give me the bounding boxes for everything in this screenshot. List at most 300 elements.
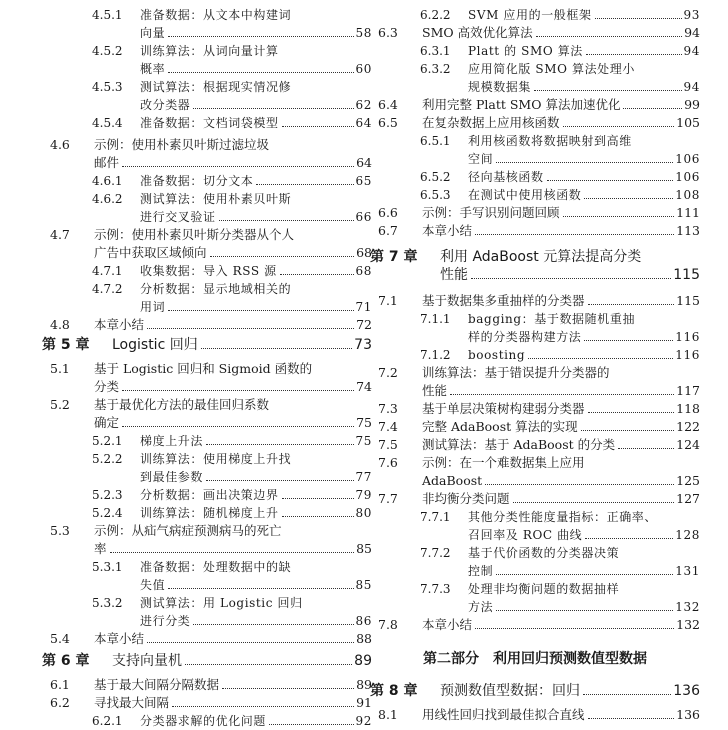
toc-number: 6.5.3 [420, 188, 451, 202]
toc-title-line: 其他分类性能度量指标：正确率、 [468, 510, 658, 524]
toc-number: 6.7 [378, 223, 398, 238]
toc-title [140, 504, 372, 522]
toc-page-number: 105 [676, 115, 700, 130]
toc-number: 第 5 章 [42, 337, 90, 353]
toc-title [94, 316, 372, 334]
toc-title [422, 490, 700, 508]
toc-title [140, 172, 372, 190]
toc-title-line: 处理非均衡问题的数据抽样 [468, 582, 620, 596]
toc-leader-dots [282, 515, 354, 517]
toc-title [440, 248, 700, 284]
toc-leader-dots [122, 165, 354, 167]
toc-title-line: 邮件 [94, 155, 120, 170]
toc-title [94, 360, 372, 396]
toc-number: 4.6 [50, 137, 70, 152]
toc-number: 7.4 [378, 419, 398, 434]
toc-number: 5.2.2 [92, 452, 123, 466]
toc-title [140, 262, 372, 280]
toc-section[interactable] [42, 396, 372, 432]
toc-number: 6.3.2 [420, 62, 451, 76]
toc-section[interactable] [42, 136, 372, 172]
toc-section[interactable] [370, 222, 700, 240]
toc-title-line: 准备数据：切分文本 [140, 174, 254, 188]
toc-leader-dots [110, 551, 355, 553]
toc-number: 5.1 [50, 361, 70, 376]
toc-leader-dots [168, 587, 353, 589]
toc-page-number: 75 [355, 434, 372, 448]
toc-page-number: 85 [356, 541, 372, 556]
toc-title-line: 确定 [94, 415, 120, 430]
toc-page-number: 94 [683, 80, 700, 94]
toc-title-line: 基于最优化方法的最佳回归系数 [94, 397, 270, 412]
toc-title-line: 基于数据集多重抽样的分类器 [422, 293, 585, 308]
toc-number: 6.2.1 [92, 714, 123, 728]
toc-leader-dots [222, 687, 354, 689]
toc-title-line: 测试算法：使用朴素贝叶斯 [140, 192, 292, 206]
toc-number: 5.4 [50, 631, 70, 646]
toc-title-line: 规模数据集 [468, 80, 532, 94]
toc-subsection[interactable] [42, 262, 372, 280]
toc-page-number: 113 [676, 223, 700, 238]
toc-leader-dots [172, 705, 354, 707]
toc-leader-dots [168, 71, 353, 73]
toc-page-number: 65 [355, 174, 372, 188]
toc-leader-dots [618, 447, 674, 449]
toc-title-line: 率 [94, 541, 107, 556]
toc-page-number: 62 [355, 98, 372, 112]
toc-leader-dots [193, 623, 353, 625]
toc-section[interactable] [370, 706, 700, 724]
toc-title-line: 利用完整 Platt SMO 算法加速优化 [422, 97, 621, 112]
toc-section[interactable] [370, 454, 700, 490]
toc-subsection[interactable] [42, 172, 372, 190]
toc-page-number: 77 [355, 470, 372, 484]
toc-title-line: 方法 [468, 600, 494, 614]
toc-title [140, 6, 372, 42]
toc-subsection[interactable] [42, 42, 372, 78]
toc-leader-dots [122, 425, 354, 427]
toc-number: 6.5 [378, 115, 398, 130]
toc-leader-dots [147, 641, 354, 643]
toc-subsection[interactable] [370, 6, 700, 24]
toc-page-number: 116 [675, 348, 700, 362]
toc-number: 6.5.1 [420, 134, 451, 148]
toc-leader-dots [547, 179, 674, 181]
toc-title [422, 96, 700, 114]
toc-number: 6.2 [50, 695, 70, 710]
toc-number: 4.7 [50, 227, 70, 242]
toc-leader-dots [147, 327, 354, 329]
toc-leader-dots [496, 161, 673, 163]
toc-title-line: 空间 [468, 152, 494, 166]
toc-title [140, 558, 372, 594]
toc-leader-dots [256, 183, 353, 185]
toc-section[interactable] [370, 400, 700, 418]
toc-title-line: 训练算法：使用梯度上升找 [140, 452, 292, 466]
toc-subsection[interactable] [370, 42, 700, 60]
toc-leader-dots [282, 497, 354, 499]
toc-title-line: 训练算法：基于错误提升分类器的 [422, 365, 610, 380]
toc-page-number: 74 [356, 379, 372, 394]
toc-title [140, 78, 372, 114]
toc-title-line: 本章小结 [422, 617, 473, 632]
toc-page-number: 85 [355, 578, 372, 592]
toc-section[interactable] [42, 676, 372, 694]
toc-number: 5.3.1 [92, 560, 123, 574]
toc-title [94, 522, 372, 558]
toc-number: 7.5 [378, 437, 398, 452]
toc-title-line: 示例：从疝气病症预测病马的死亡 [94, 523, 282, 538]
toc-page-number: 64 [355, 116, 372, 130]
toc-page-number: 124 [676, 437, 700, 452]
toc-title [468, 346, 700, 364]
toc-title-line: 径向基核函数 [468, 170, 544, 184]
toc-title [94, 396, 372, 432]
toc-number: 7.7.2 [420, 546, 451, 560]
toc-subsection[interactable] [42, 504, 372, 522]
toc-title-line: 失值 [140, 578, 166, 592]
toc-title-line: 第二部分 利用回归预测数值型数据 [423, 651, 647, 667]
toc-section[interactable] [42, 694, 372, 712]
toc-leader-dots [584, 339, 673, 341]
toc-section[interactable] [370, 292, 700, 310]
toc-title [422, 222, 700, 240]
toc-title-line: 在复杂数据上应用核函数 [422, 115, 560, 130]
toc-title-line: 训练算法：随机梯度上升 [140, 506, 279, 520]
toc-title [422, 24, 700, 42]
toc-number: 7.8 [378, 617, 398, 632]
toc-title-line: 概率 [140, 62, 166, 76]
toc-title-line: 用词 [140, 300, 166, 314]
toc-title-line: bagging：基于数据随机重抽 [468, 312, 636, 326]
toc-section[interactable] [370, 204, 700, 222]
toc-subsection[interactable] [370, 508, 700, 544]
toc-leader-dots [513, 501, 675, 503]
toc-page-number: 131 [675, 564, 700, 578]
toc-title-line: 到最佳参数 [140, 470, 204, 484]
toc-title-line: 示例：在一个难数据集上应用 [422, 455, 585, 470]
toc-title-line: 示例：使用朴素贝叶斯过滤垃圾 [94, 137, 270, 152]
toc-chapter[interactable] [370, 248, 700, 284]
toc-title-line: 在测试中使用核函数 [468, 188, 582, 202]
toc-title-line: 改分类器 [140, 98, 191, 112]
toc-subsection[interactable] [42, 450, 372, 486]
toc-title [140, 486, 372, 504]
toc-title-line: 梯度上升法 [140, 434, 204, 448]
toc-number: 4.7.1 [92, 264, 123, 278]
toc-page-number: 91 [356, 695, 372, 710]
toc-title [112, 652, 372, 670]
toc-title-line: 分析数据：画出决策边界 [140, 488, 279, 502]
toc-subsection[interactable] [370, 60, 700, 96]
toc-page-number: 58 [355, 26, 372, 40]
toc-subsection[interactable] [42, 486, 372, 504]
toc-leader-dots [168, 309, 353, 311]
toc-title-line: 召回率及 ROC 曲线 [468, 528, 583, 542]
toc-title [140, 190, 372, 226]
toc-page-number: 60 [355, 62, 372, 76]
toc-leader-dots [201, 347, 352, 349]
toc-leader-dots [206, 479, 354, 481]
toc-page-number: 116 [675, 330, 700, 344]
toc-title [94, 676, 372, 694]
toc-title-line: 性能 [440, 267, 468, 283]
toc-subsection[interactable] [42, 190, 372, 226]
toc-title [422, 706, 700, 724]
toc-title-line: 测试算法：基于 AdaBoost 的分类 [422, 437, 616, 452]
toc-leader-dots [563, 125, 675, 127]
toc-subsection[interactable] [42, 558, 372, 594]
toc-title-line: 训练算法：从词向量计算 [140, 44, 279, 58]
toc-subsection[interactable] [42, 114, 372, 132]
toc-title-line: 寻找最大间隔 [94, 695, 170, 710]
toc-title [140, 712, 372, 730]
toc-subsection[interactable] [42, 280, 372, 316]
toc-section[interactable] [42, 522, 372, 558]
toc-title-line: 基于单层决策树构建弱分类器 [422, 401, 585, 416]
toc-title-line: 示例：使用朴素贝叶斯分类器从个人 [94, 227, 295, 242]
toc-leader-dots [485, 483, 674, 485]
toc-number: 4.8 [50, 317, 70, 332]
toc-page-number: 118 [676, 401, 700, 416]
toc-title-line: SMO 高效优化算法 [422, 25, 533, 40]
toc-section[interactable] [370, 490, 700, 508]
toc-number: 8.1 [378, 707, 398, 722]
toc-subsection[interactable] [42, 78, 372, 114]
toc-leader-dots [623, 107, 682, 109]
toc-title [140, 594, 372, 630]
toc-title-line: 预测数值型数据：回归 [440, 683, 580, 699]
toc-title-line: Platt 的 SMO 算法 [468, 44, 583, 58]
toc-number: 6.1 [50, 677, 70, 692]
toc-title-line: 完整 AdaBoost 算法的实现 [422, 419, 578, 434]
toc-section[interactable] [370, 616, 700, 634]
toc-number: 4.5.3 [92, 80, 123, 94]
toc-subsection[interactable] [370, 132, 700, 168]
toc-title [468, 186, 700, 204]
toc-leader-dots [193, 107, 353, 109]
toc-title [422, 454, 700, 490]
toc-number: 4.7.2 [92, 282, 123, 296]
toc-page-number: 132 [675, 600, 700, 614]
toc-title-line: 分析数据：显示地域相关的 [140, 282, 292, 296]
toc-page-number: 122 [676, 419, 700, 434]
toc-title [94, 694, 372, 712]
toc-section[interactable] [370, 24, 700, 42]
toc-title-line: 性能 [422, 383, 448, 398]
toc-title-line: 进行分类 [140, 614, 191, 628]
toc-number: 5.2.1 [92, 434, 123, 448]
toc-page-number: 99 [684, 97, 700, 112]
toc-subsection[interactable] [42, 432, 372, 450]
toc-title [468, 508, 700, 544]
toc-number: 第 8 章 [370, 683, 418, 699]
toc-section[interactable] [42, 226, 372, 262]
toc-page-number: 68 [355, 264, 372, 278]
toc-page-number: 93 [683, 8, 700, 22]
toc-title-line: 准备数据：从文本中构建词 [140, 8, 292, 22]
toc-section[interactable] [370, 114, 700, 132]
toc-title [422, 204, 700, 222]
toc-page-number: 75 [356, 415, 372, 430]
toc-chapter[interactable] [370, 682, 700, 700]
toc-page-number: 125 [676, 473, 700, 488]
toc-number: 6.2.2 [420, 8, 451, 22]
toc-section[interactable] [42, 630, 372, 648]
toc-title-line: 收集数据：导入 RSS 源 [140, 264, 277, 278]
toc-title-line: 准备数据：文档词袋模型 [140, 116, 279, 130]
toc-section[interactable] [42, 360, 372, 396]
toc-title-line: 基于 Logistic 回归和 Sigmoid 函数的 [94, 361, 313, 376]
toc-title-line: AdaBoost [422, 473, 483, 488]
toc-title-line: 利用 AdaBoost 元算法提高分类 [440, 249, 642, 265]
toc-leader-dots [586, 53, 682, 55]
toc-number: 7.6 [378, 455, 398, 470]
toc-number: 7.3 [378, 401, 398, 416]
toc-title-line: 利用核函数将数据映射到高维 [468, 134, 632, 148]
toc-section[interactable] [370, 436, 700, 454]
toc-leader-dots [168, 35, 353, 37]
toc-subsection[interactable] [370, 168, 700, 186]
toc-title [140, 114, 372, 132]
toc-title [422, 616, 700, 634]
toc-section[interactable] [370, 418, 700, 436]
toc-leader-dots [534, 89, 682, 91]
toc-leader-dots [588, 717, 675, 719]
toc-leader-dots [585, 537, 673, 539]
toc-page-number: 92 [355, 714, 372, 728]
toc-leader-dots [563, 215, 675, 217]
toc-title [140, 42, 372, 78]
toc-title-line: 测试算法：根据现实情况修 [140, 80, 292, 94]
toc-leader-dots [210, 255, 355, 257]
toc-title-line: 广告中获取区域倾向 [94, 245, 207, 260]
toc-title-line: 样的分类器构建方法 [468, 330, 582, 344]
toc-number: 6.3 [378, 25, 398, 40]
toc-subsection[interactable] [42, 712, 372, 730]
toc-page-number: 71 [355, 300, 372, 314]
toc-number: 6.3.1 [420, 44, 451, 58]
toc-page-number: 73 [354, 337, 372, 353]
toc-number: 4.5.2 [92, 44, 123, 58]
toc-title-line: SVM 应用的一般框架 [468, 8, 592, 22]
toc-number: 5.2.4 [92, 506, 123, 520]
toc-title-line: 示例：手写识别问题回顾 [422, 205, 560, 220]
toc-title-line: 向量 [140, 26, 166, 40]
toc-title [468, 6, 700, 24]
toc-leader-dots [122, 389, 354, 391]
toc-page-number: 88 [356, 631, 372, 646]
toc-section[interactable] [42, 316, 372, 334]
toc-subsection[interactable] [370, 186, 700, 204]
toc-leader-dots [475, 233, 674, 235]
toc-leader-dots [528, 357, 673, 359]
toc-page-number: 89 [356, 677, 372, 692]
toc-title [94, 226, 372, 262]
toc-subsection[interactable] [42, 594, 372, 630]
toc-page-number: 94 [683, 44, 700, 58]
toc-leader-dots [185, 663, 352, 665]
toc-leader-dots [583, 693, 671, 695]
toc-title-line: 用线性回归找到最佳拟合直线 [422, 707, 585, 722]
toc-page-number: 79 [355, 488, 372, 502]
toc-leader-dots [581, 429, 675, 431]
toc-leader-dots [206, 443, 354, 445]
toc-title [440, 682, 700, 700]
toc-title-line: 本章小结 [94, 631, 145, 646]
toc-leader-dots [282, 125, 354, 127]
toc-number: 7.1.1 [420, 312, 451, 326]
toc-title-line: 分类器求解的优化问题 [140, 714, 267, 728]
toc-title-line: 非均衡分类问题 [422, 491, 510, 506]
toc-title-line: boosting [468, 348, 526, 362]
toc-page-number: 115 [676, 293, 700, 308]
toc-leader-dots [584, 197, 673, 199]
toc-number: 5.3 [50, 523, 70, 538]
toc-title [94, 630, 372, 648]
toc-number: 4.5.1 [92, 8, 123, 22]
toc-page-number: 132 [676, 617, 700, 632]
toc-page-number: 108 [675, 188, 700, 202]
toc-chapter[interactable] [42, 652, 372, 670]
toc-page-number: 115 [673, 267, 700, 283]
toc-title-line: 测试算法：用 Logistic 回归 [140, 596, 303, 610]
toc-leader-dots [536, 35, 683, 37]
toc-title [468, 168, 700, 186]
toc-subsection[interactable] [370, 580, 700, 616]
toc-subsection[interactable] [42, 6, 372, 42]
toc-leader-dots [475, 627, 674, 629]
toc-subsection[interactable] [370, 310, 700, 346]
toc-number: 6.5.2 [420, 170, 451, 184]
toc-subsection[interactable] [370, 544, 700, 580]
toc-page-number: 66 [355, 210, 372, 224]
toc-page-number: 89 [354, 653, 372, 669]
toc-page-number: 80 [355, 506, 372, 520]
toc-page-number: 94 [684, 25, 700, 40]
toc-number: 6.6 [378, 205, 398, 220]
toc-title-line: 准备数据：处理数据中的缺 [140, 560, 292, 574]
toc-number: 6.4 [378, 97, 398, 112]
toc-title [422, 292, 700, 310]
toc-title [468, 580, 700, 616]
toc-leader-dots [588, 303, 675, 305]
toc-title-line: 基于代价函数的分类器决策 [468, 546, 620, 560]
toc-number: 4.5.4 [92, 116, 123, 130]
toc-part-heading[interactable] [370, 650, 700, 668]
toc-page-number: 111 [676, 205, 700, 220]
toc-page-number: 136 [676, 707, 700, 722]
toc-title [140, 450, 372, 486]
toc-title-line: 本章小结 [422, 223, 473, 238]
toc-title [468, 132, 700, 168]
toc-title [468, 42, 700, 60]
toc-chapter[interactable] [42, 336, 372, 354]
toc-title [468, 310, 700, 346]
toc-title [422, 400, 700, 418]
toc-number: 4.6.1 [92, 174, 123, 188]
toc-page-number: 128 [675, 528, 700, 542]
toc-number: 5.3.2 [92, 596, 123, 610]
toc-leader-dots [280, 273, 354, 275]
toc-section[interactable] [370, 364, 700, 400]
toc-leader-dots [588, 411, 675, 413]
toc-leader-dots [219, 219, 354, 221]
toc-title-line: 应用简化版 SMO 算法处理小 [468, 62, 635, 76]
toc-subsection[interactable] [370, 346, 700, 364]
toc-section[interactable] [370, 96, 700, 114]
toc-title-line: 基于最大间隔分隔数据 [94, 677, 220, 692]
